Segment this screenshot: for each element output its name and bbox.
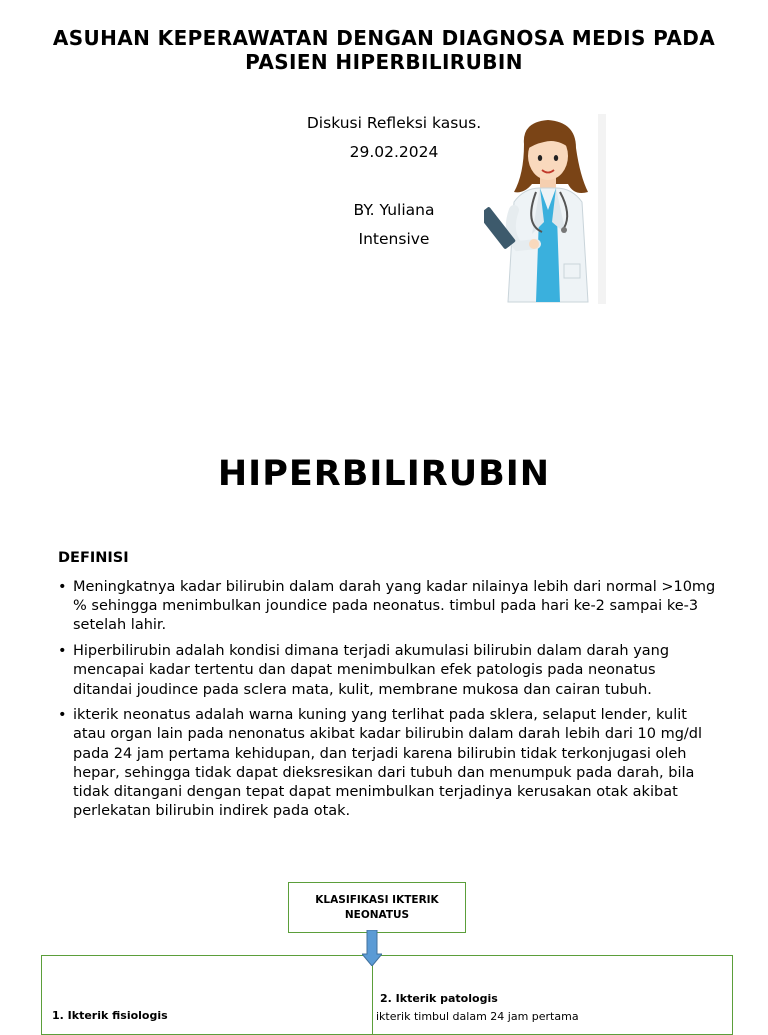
date: 29.02.2024 — [349, 143, 439, 161]
arrow-down-icon — [362, 930, 382, 966]
unit: Intensive — [358, 230, 430, 248]
classification-box — [41, 955, 733, 1035]
definition-bullet: • Meningkatnya kadar bilirubin dalam darah yang kadar nilainya lebih dari normal >10mg % sehingga menimbulkan joundice pada neonatus. timbul pada hari ke-2 sampai ke-3 setelah lahir. — [58, 578, 718, 636]
divider — [372, 956, 373, 1034]
author: BY. Yuliana — [353, 201, 435, 219]
subtitle: Diskusi Refleksi kasus. — [306, 114, 482, 132]
definition-list — [58, 578, 718, 828]
slide-title: ASUHAN KEPERAWATAN DENGAN DIAGNOSA MEDIS PADA PASIEN HIPERBILIRUBIN — [52, 26, 716, 74]
definition-bullet: • ikterik neonatus adalah warna kuning yang terlihat pada sklera, selaput lender, kulit atau organ lain pada nenonatus akibat kadar bilirubin dalam darah lebih dari 10 mg/dl pada 24 jam pertama kehidupan, dan terjadi karena bilirubin tidak terkonjugasi oleh hepar, sehingga tidak dapat dieksresikan dari tubuh dan menumpuk pada darah, bila tidak ditangani dengan tepat dapat menimbulkan terjadinya kerusakan otak akibat perlekatan bilirubin indirek pada otak. — [58, 706, 718, 821]
definition-bullet: • Hiperbilirubin adalah kondisi dimana terjadi akumulasi bilirubin dalam darah yang mencapai kadar tertentu dan dapat menimbulkan efek patologis pada neonatus ditandai joudince pada sclera mata, kulit, membrane mukosa dan cairan tubuh. — [58, 642, 718, 700]
class-pathologic-description: ikterik timbul dalam 24 jam pertama — [376, 1010, 579, 1023]
class-pathologic: 2. Ikterik patologis — [380, 992, 498, 1005]
classification-title-box: KLASIFIKASI IKTERIK NEONATUS — [288, 882, 466, 933]
class-physiologic: 1. Ikterik fisiologis — [52, 1009, 168, 1022]
definition-heading: DEFINISI — [58, 550, 129, 566]
slide-title: HIPERBILIRUBIN — [217, 454, 551, 494]
